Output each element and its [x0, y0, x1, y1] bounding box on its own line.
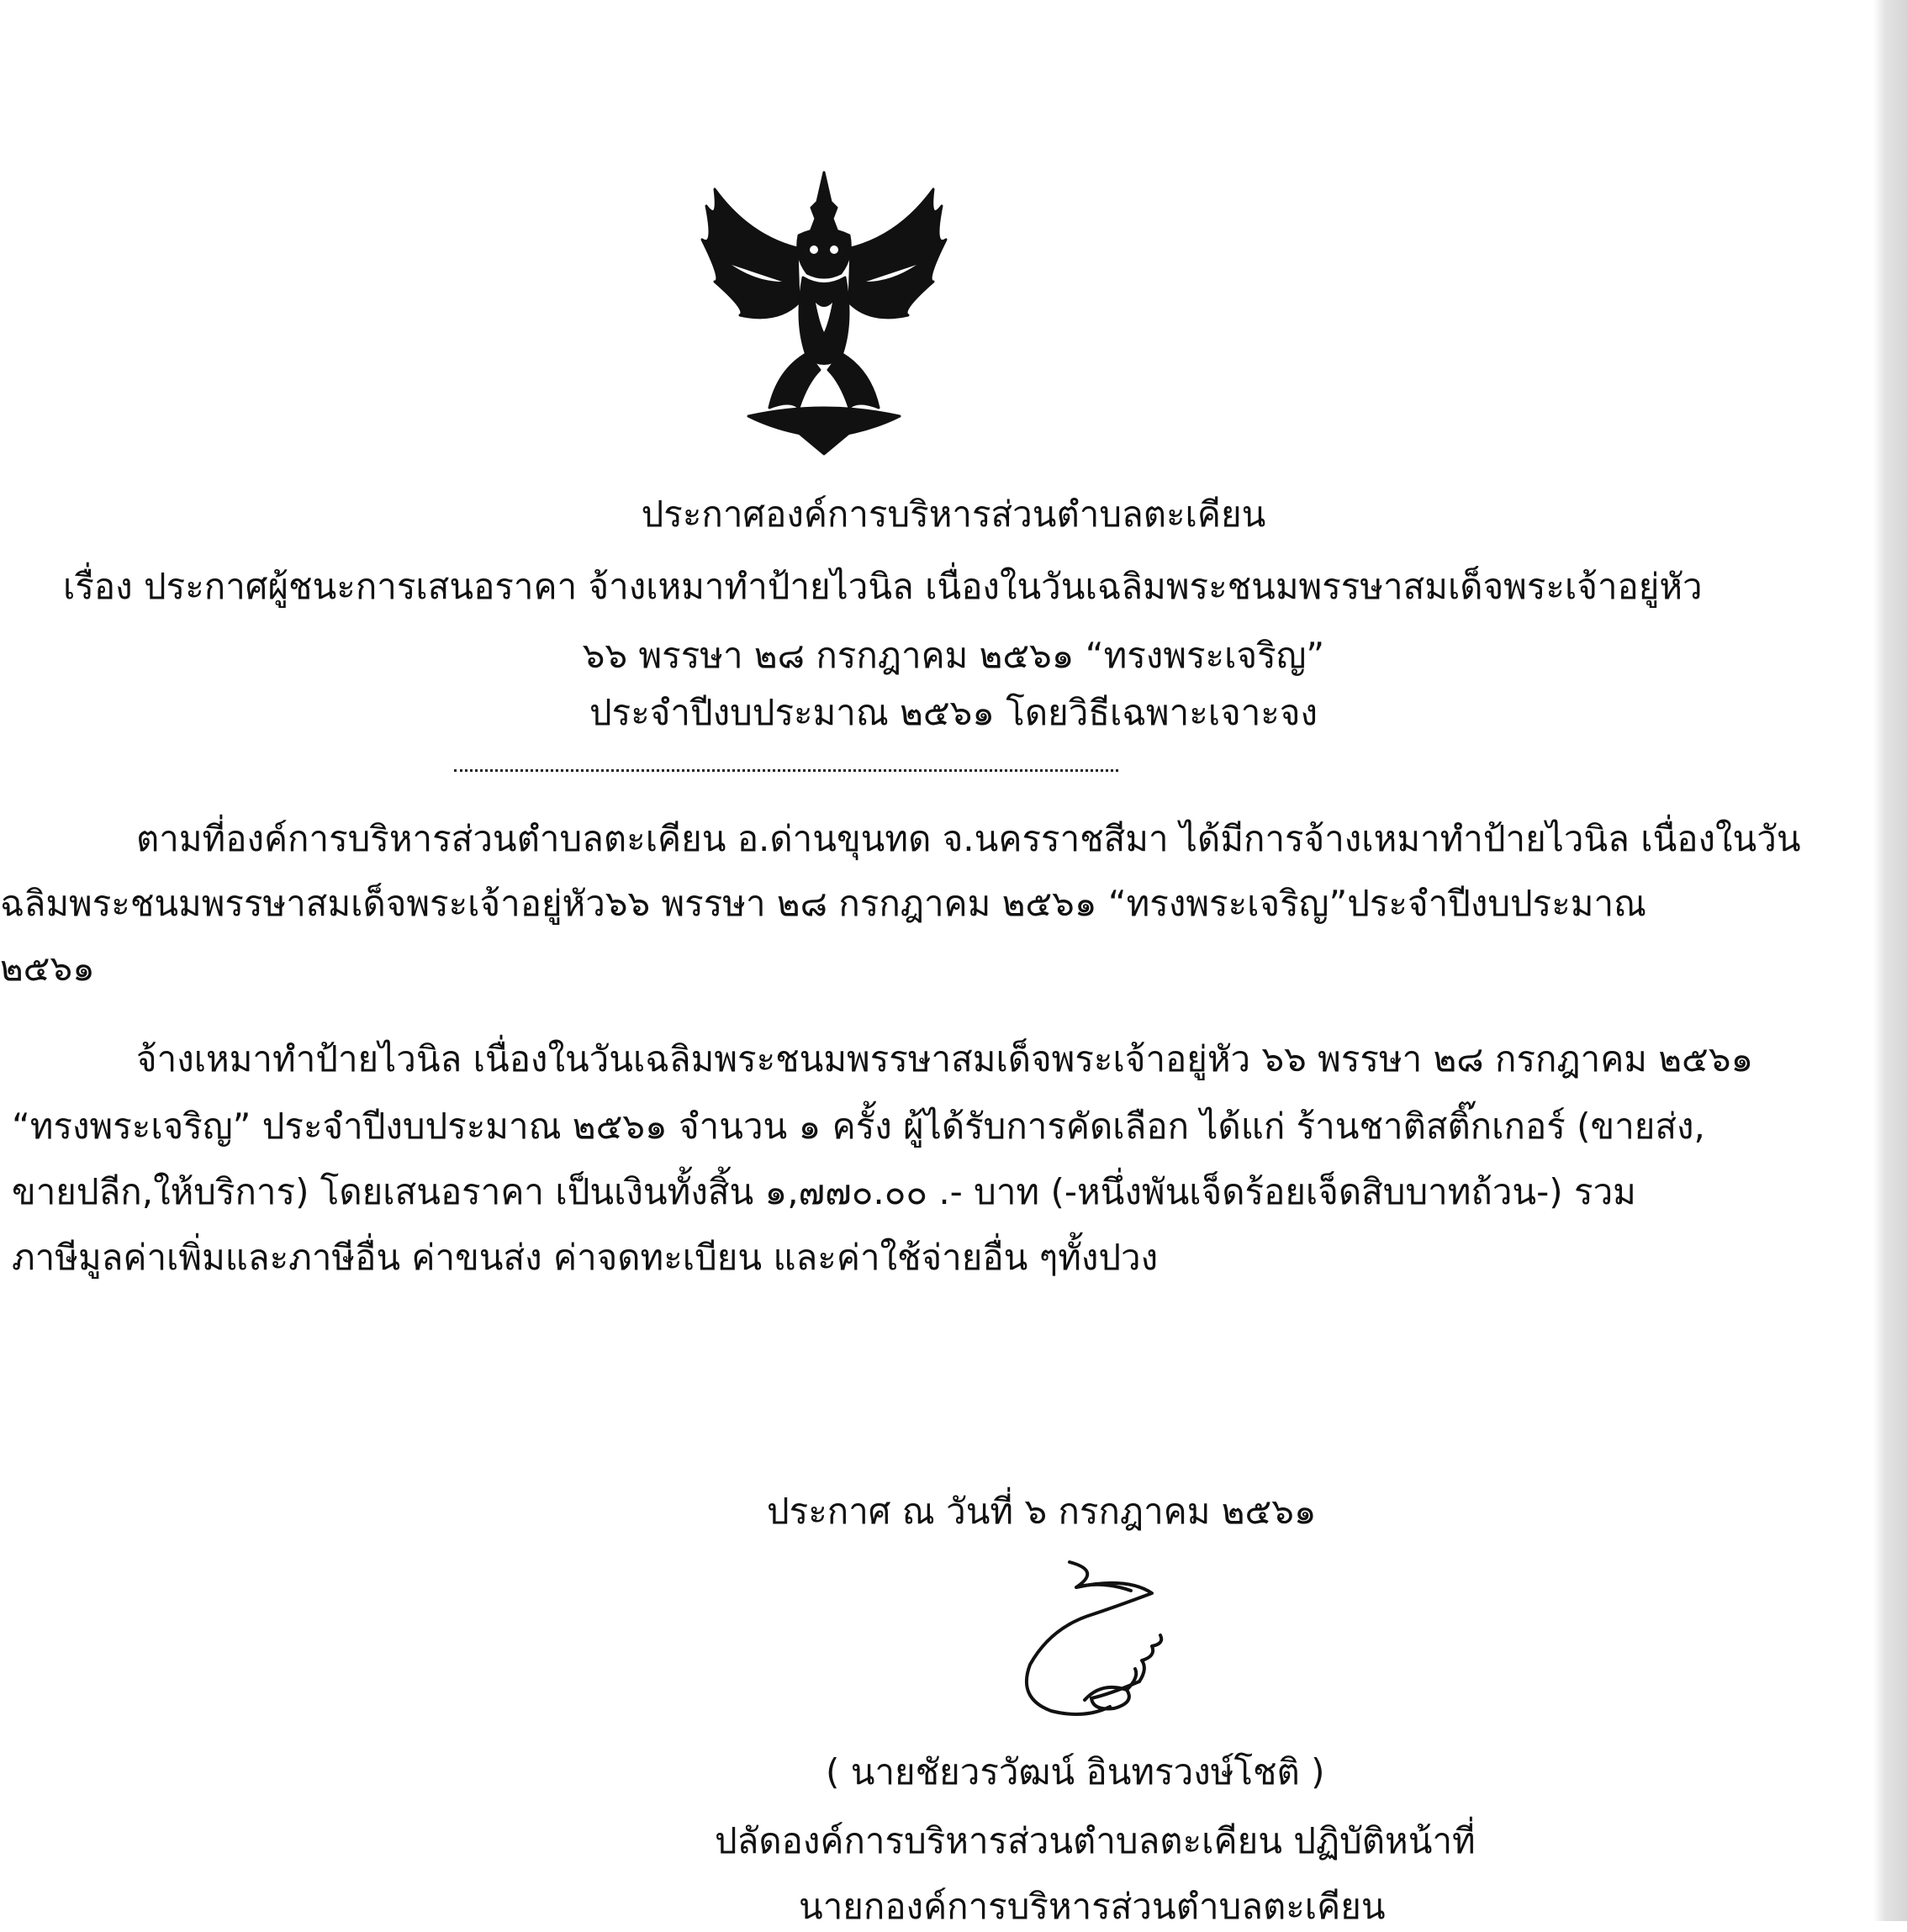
signer-position-1: ปลัดองค์การบริหารส่วนตำบลตะเคียน ปฏิบัติหน้าที่: [715, 1820, 1476, 1861]
announcement-date: ประกาศ ณ วันที่ ๖ กรกฎาคม ๒๕๖๑: [767, 1491, 1317, 1532]
paragraph-2-line-1: จ้างเหมาทำป้ายไวนิล เนื่องในวันเฉลิมพระชนมพรรษาสมเด็จพระเจ้าอยู่หัว ๖๖ พรรษา ๒๘ กรกฎาคม ๒๕๖๑: [136, 1038, 1754, 1079]
paragraph-2-line-4: ภาษีมูลค่าเพิ่มและภาษีอื่น ค่าขนส่ง ค่าจดทะเบียน และค่าใช้จ่ายอื่น ๆทั้งปวง: [12, 1237, 1159, 1278]
paragraph-1-line-3: ๒๕๖๑: [0, 948, 95, 989]
signer-name: ( นายชัยวรวัฒน์ อินทรวงษ์โชติ ): [826, 1751, 1325, 1792]
handwritten-signature: [992, 1555, 1211, 1732]
paragraph-1-line-1: ตามที่องค์การบริหารส่วนตำบลตะเคียน อ.ด่านขุนทด จ.นครราชสีมา ได้มีการจ้างเหมาทำป้ายไวนิล เนื่องในวัน: [136, 818, 1801, 859]
page-edge-shadow: [1873, 0, 1907, 1921]
subject-line-2: ๖๖ พรรษา ๒๘ กรกฎาคม ๒๕๖๑ “ทรงพระเจริญ”: [582, 635, 1325, 676]
paragraph-2-line-3: ขายปลีก,ให้บริการ) โดยเสนอราคา เป็นเงินทั้งสิ้น ๑,๗๗๐.๐๐ .- บาท (-หนึ่งพันเจ็ดร้อยเจ็ดสิบบาทถ้วน-) รวม: [12, 1171, 1636, 1212]
paragraph-2-line-2: “ทรงพระเจริญ” ประจำปีงบประมาณ ๒๕๖๑ จำนวน ๑ ครั้ง ผู้ได้รับการคัดเลือก ได้แก่ ร้านชาติสติ๊กเกอร์ (ขายส่ง,: [12, 1106, 1705, 1147]
announcement-title: ประกาศองค์การบริหารส่วนตำบลตะเคียน: [641, 494, 1266, 535]
subject-line-3: ประจำปีงบประมาณ ๒๕๖๑ โดยวิธีเฉพาะเจาะจง: [589, 692, 1318, 733]
dotted-divider: [454, 769, 1118, 772]
subject-line-1: เรื่อง ประกาศผู้ชนะการเสนอราคา จ้างเหมาทำป้ายไวนิล เนื่องในวันเฉลิมพระชนมพรรษาสมเด็จพระเจ้าอยู่หัว: [63, 566, 1703, 607]
signer-position-2: นายกองค์การบริหารส่วนตำบลตะเคียน: [799, 1886, 1386, 1927]
paragraph-1-line-2: ฉลิมพระชนมพรรษาสมเด็จพระเจ้าอยู่หัว๖๖ พรรษา ๒๘ กรกฎาคม ๒๕๖๑ “ทรงพระเจริญ”ประจำปีงบประมาณ: [0, 883, 1647, 924]
garuda-emblem-icon: [698, 156, 950, 458]
